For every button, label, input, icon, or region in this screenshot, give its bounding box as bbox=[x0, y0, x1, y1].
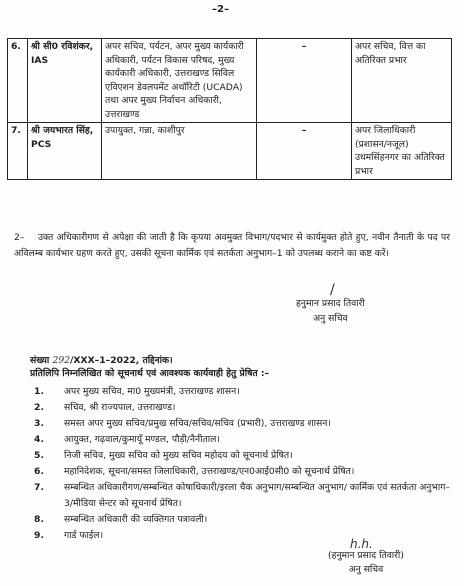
list-item-number: 6. bbox=[34, 466, 44, 477]
signature-mark: h.h. bbox=[350, 537, 373, 551]
reference-number-handwritten: 292 bbox=[52, 355, 71, 366]
list-item bbox=[14, 400, 454, 416]
officer-name: श्री सी0 रविशंकर, IAS bbox=[28, 39, 102, 123]
officer-name: श्री जयभारत सिंह, PCS bbox=[28, 123, 102, 180]
list-item bbox=[14, 384, 454, 400]
list-item-number: 9. bbox=[34, 530, 44, 541]
list-item bbox=[14, 512, 454, 528]
list-item-text: आयुक्त, गढ़वाल/कुमायूँ मण्डल, पौड़ी/नैनीताल। bbox=[64, 434, 220, 445]
signatory-name: हनुमान प्रसाद तिवारी bbox=[296, 298, 365, 309]
paragraph-2 bbox=[14, 230, 450, 262]
list-item-number: 4. bbox=[34, 434, 44, 445]
list-item-text: निजी सचिव, मुख्य सचिव को मुख्य सचिव महोदय को सूचनार्थ प्रेषित। bbox=[64, 450, 293, 461]
list-item-number: 1. bbox=[34, 386, 44, 397]
page-number: –2– bbox=[212, 4, 229, 15]
additional-charge: अपर सचिव, वित्त का अतिरिक्त प्रभार bbox=[352, 39, 452, 123]
additional-charge: अपर जिलाधिकारी (प्रशासन/नजूल) उधमसिंहनगर का अतिरिक्त प्रभार bbox=[352, 123, 452, 180]
list-item-text: अपर मुख्य सचिव, मा0 मुख्यमंत्री, उत्तराखण्ड शासन। bbox=[64, 386, 240, 397]
distribution-list bbox=[14, 384, 454, 544]
list-item-number: 3. bbox=[34, 418, 44, 429]
row-number: 6. bbox=[8, 39, 28, 123]
signature-mark: / bbox=[330, 282, 335, 298]
reference-line bbox=[30, 353, 173, 366]
signature-block bbox=[296, 296, 365, 326]
row-number: 7. bbox=[8, 123, 28, 180]
current-posting: अपर सचिव, पर्यटन, अपर मुख्य कार्यकारी अधिकारी, पर्यटन विकास परिषद, मुख्य कार्यकारी अधिकारी, उत्तराखण्ड सिविल एविएशन डेवलपमेंट अथॉरिटी (UCADA) तथा अपर मुख्य निर्वाचन अधिकारी, उत्तराखण्ड bbox=[102, 39, 257, 123]
table-row bbox=[8, 123, 452, 180]
reference-prefix: संख्या bbox=[30, 355, 50, 366]
list-item bbox=[14, 416, 454, 432]
list-item-text: समस्त अपर मुख्य सचिव/प्रमुख सचिव/सचिव/सचिव (प्रभारी), उत्तराखण्ड शासन। bbox=[64, 418, 331, 429]
list-item-text: सचिव, श्री राज्यपाल, उत्तराखण्ड। bbox=[64, 402, 176, 413]
list-item bbox=[14, 480, 454, 512]
current-posting: उपायुक्त, गन्ना, काशीपुर bbox=[102, 123, 257, 180]
list-item-number: 5. bbox=[34, 450, 44, 461]
new-posting: – bbox=[257, 39, 352, 123]
signature-block bbox=[328, 549, 404, 577]
table-row bbox=[8, 39, 452, 123]
list-item bbox=[14, 432, 454, 448]
paragraph-text: उक्त अधिकारीगण से अपेक्षा की जाती है कि कृपया अवमुक्त विभाग/पदभार से कार्यमुक्त होते हुए, नवीन तैनाती के पद पर अविलम्ब कार्यभार ग्रहण करते हुए, उसकी सूचना कार्मिक एवं सतर्कता अनुभाग–1 को उपलब्ध कराने का कष्ट करें। bbox=[14, 232, 450, 259]
signatory-designation: अनु सचिव bbox=[348, 564, 384, 575]
list-item-text: गार्ड फाईल। bbox=[64, 530, 104, 541]
list-item-text: महानिदेशक, सूचना/समस्त जिलाधिकारी, उत्तराखण्ड/एन0आई0सी0 को सूचनार्थ प्रेषित। bbox=[64, 466, 355, 477]
reference-rest: /XXX–1–2022, तद्दिनांक। bbox=[70, 355, 173, 366]
paragraph-number: 2– bbox=[14, 232, 25, 243]
list-item-number: 7. bbox=[34, 482, 44, 493]
list-item bbox=[14, 528, 454, 544]
list-item-number: 8. bbox=[34, 514, 44, 525]
list-item bbox=[14, 464, 454, 480]
new-posting: – bbox=[257, 123, 352, 180]
list-item-text: सम्बन्धित अधिकारीगण/सम्बन्धित कोषाधिकारी/इरला चैक अनुभाग/सम्बन्धित अनुभाग/ कार्मिक एवं सतर्कता अनुभाग–3/मीडिया सेन्टर को सूचनार्थ प्रेषित। bbox=[64, 482, 451, 509]
signatory-designation: अनु सचिव bbox=[313, 313, 348, 324]
transfer-table bbox=[7, 38, 452, 180]
list-item bbox=[14, 448, 454, 464]
signatory-name: (हनुमान प्रसाद तिवारी) bbox=[328, 550, 404, 561]
copy-heading: प्रतिलिपि निम्नलिखित को सूचनार्थ एवं आवश्यक कार्यवाही हेतु प्रेषित :– bbox=[30, 368, 270, 379]
list-item-number: 2. bbox=[34, 402, 44, 413]
list-item-text: सम्बन्धित अधिकारी की व्यक्तिगत पत्रावली। bbox=[64, 514, 208, 525]
